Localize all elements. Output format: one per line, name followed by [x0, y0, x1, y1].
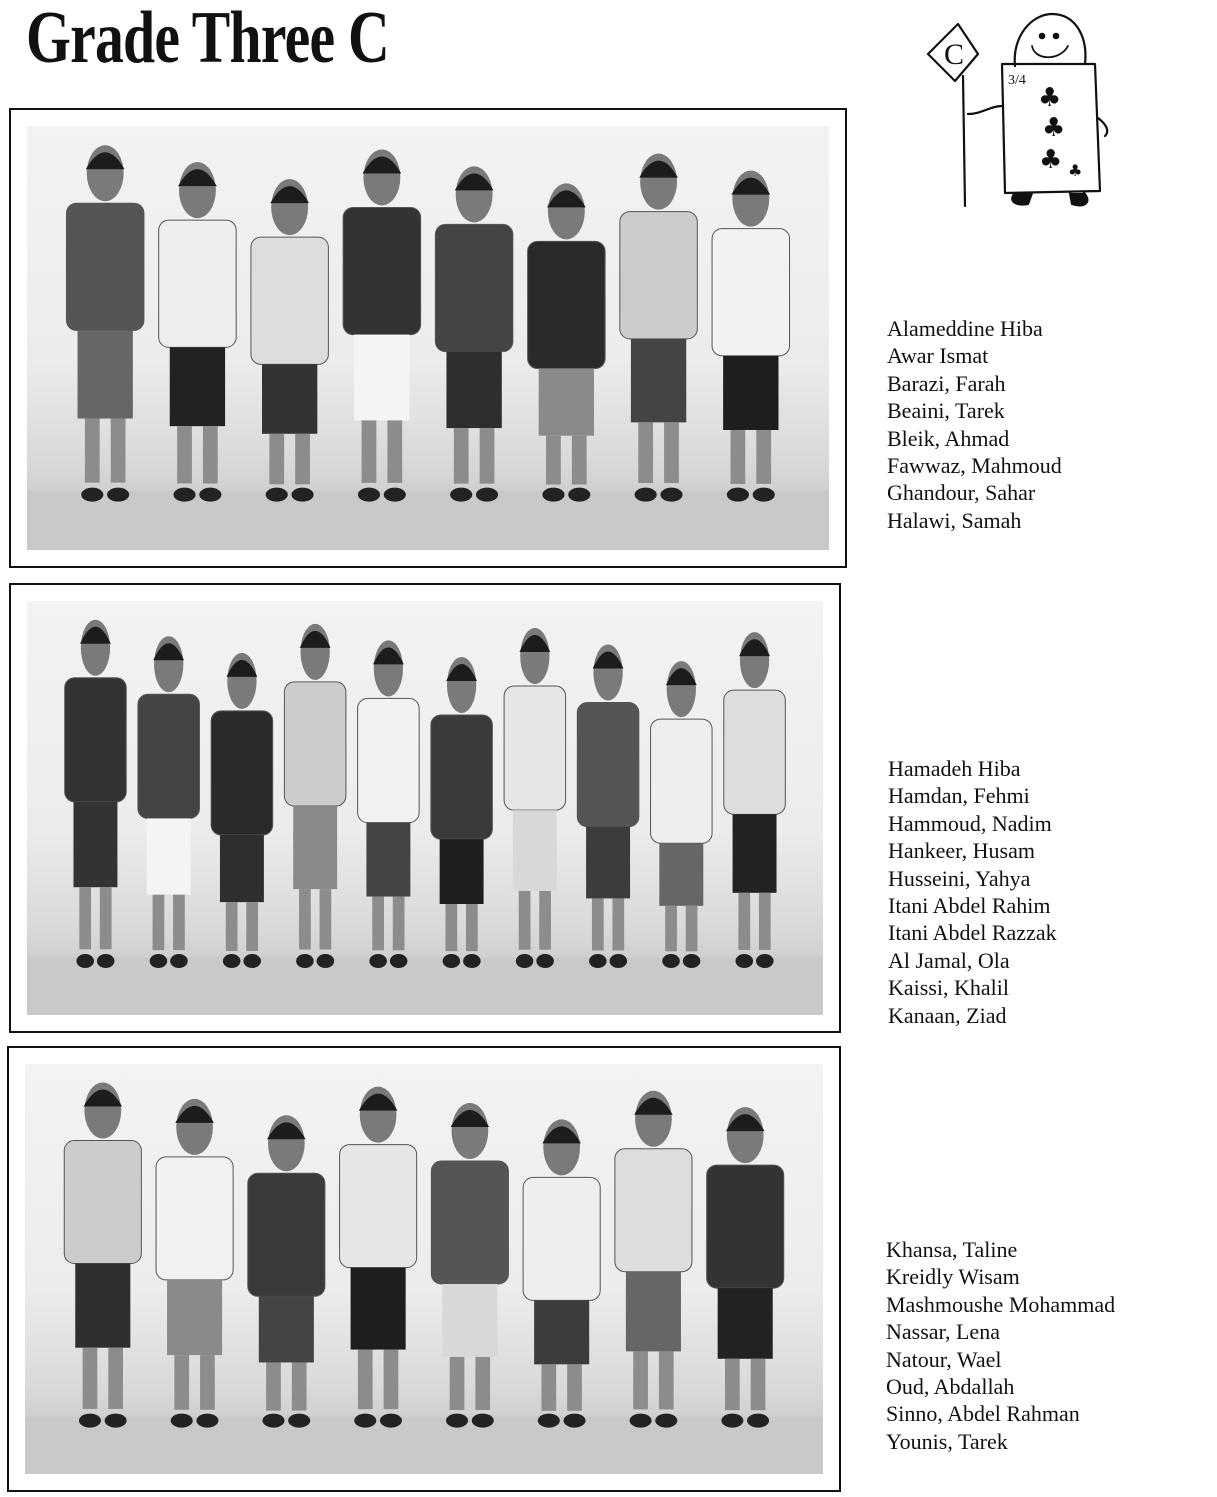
child-figure	[577, 645, 639, 969]
student-name: Natour, Wael	[886, 1346, 1002, 1372]
children-group-1	[27, 126, 829, 550]
children-group-2	[27, 601, 823, 1015]
student-name: Hamadeh Hiba	[888, 756, 1021, 781]
student-name: Husseini, Yahya	[888, 865, 1031, 891]
student-name: Barazi, Farah	[887, 370, 1006, 396]
svg-text:♣: ♣	[1039, 145, 1063, 175]
student-name: Awar Ismat	[887, 343, 989, 369]
child-figure	[651, 661, 713, 968]
child-figure	[340, 1087, 417, 1428]
student-name: Beaini, Tarek	[887, 398, 1005, 424]
child-figure	[211, 653, 273, 968]
steps	[27, 957, 823, 1015]
child-figure	[431, 657, 493, 968]
class-photo-3	[7, 1046, 841, 1492]
student-name: Alameddine Hiba	[887, 316, 1043, 341]
svg-text:♣: ♣	[1038, 83, 1062, 113]
student-name: Khansa, Taline	[886, 1237, 1018, 1262]
child-figure	[504, 628, 566, 968]
svg-text:♣: ♣	[1042, 113, 1066, 143]
child-figure	[65, 620, 127, 968]
child-figure	[138, 636, 200, 968]
student-name: Itani Abdel Razzak	[888, 920, 1057, 946]
child-figure	[712, 171, 789, 502]
child-figure	[724, 632, 786, 968]
steps	[27, 491, 829, 550]
student-name: Ghandour, Sahar	[887, 480, 1036, 506]
child-figure	[431, 1103, 508, 1428]
child-figure	[615, 1091, 692, 1428]
student-name: Itani Abdel Rahim	[888, 892, 1051, 918]
name-list-2	[888, 755, 1057, 1029]
child-figure	[156, 1099, 233, 1428]
student-name: Oud, Abdallah	[886, 1373, 1015, 1399]
child-figure	[528, 183, 605, 501]
student-name: Halawi, Samah	[887, 507, 1022, 533]
student-name: Sinno, Abdel Rahman	[886, 1401, 1080, 1427]
student-name: Kanaan, Ziad	[888, 1002, 1007, 1028]
card-corner-label: 3/4	[1008, 73, 1026, 88]
child-figure	[248, 1115, 325, 1427]
student-name: Hamdan, Fehmi	[888, 783, 1030, 809]
child-figure	[343, 149, 420, 501]
child-figure	[284, 624, 346, 968]
child-figure	[159, 162, 236, 501]
student-name: Kaissi, Khalil	[888, 975, 1009, 1001]
student-name: Al Jamal, Ola	[888, 947, 1010, 973]
student-name: Hankeer, Husam	[888, 838, 1035, 864]
class-photo-1	[9, 108, 847, 568]
svg-text:♣: ♣	[1068, 161, 1083, 180]
child-figure	[358, 640, 420, 968]
card-soldier-icon	[920, 6, 1120, 211]
child-figure	[251, 179, 328, 502]
page-title: Grade Three C	[26, 0, 389, 79]
child-figure	[64, 1083, 141, 1428]
spear-letter: C	[944, 38, 965, 71]
student-name: Bleik, Ahmad	[887, 425, 1010, 451]
student-name: Mashmoushe Mohammad	[886, 1291, 1116, 1317]
child-figure	[66, 145, 143, 501]
child-figure	[435, 166, 512, 501]
student-name: Nassar, Lena	[886, 1319, 1000, 1345]
name-list-1	[887, 315, 1062, 534]
child-figure	[523, 1119, 600, 1427]
child-figure	[707, 1107, 784, 1428]
student-name: Kreidly Wisam	[886, 1264, 1020, 1290]
student-name: Fawwaz, Mahmoud	[887, 452, 1062, 478]
child-figure	[620, 154, 697, 502]
steps	[25, 1417, 823, 1474]
class-photo-2	[9, 583, 841, 1033]
name-list-3	[886, 1236, 1115, 1455]
children-group-3	[25, 1064, 823, 1474]
student-name: Younis, Tarek	[886, 1428, 1008, 1454]
student-name: Hammoud, Nadim	[888, 810, 1052, 836]
